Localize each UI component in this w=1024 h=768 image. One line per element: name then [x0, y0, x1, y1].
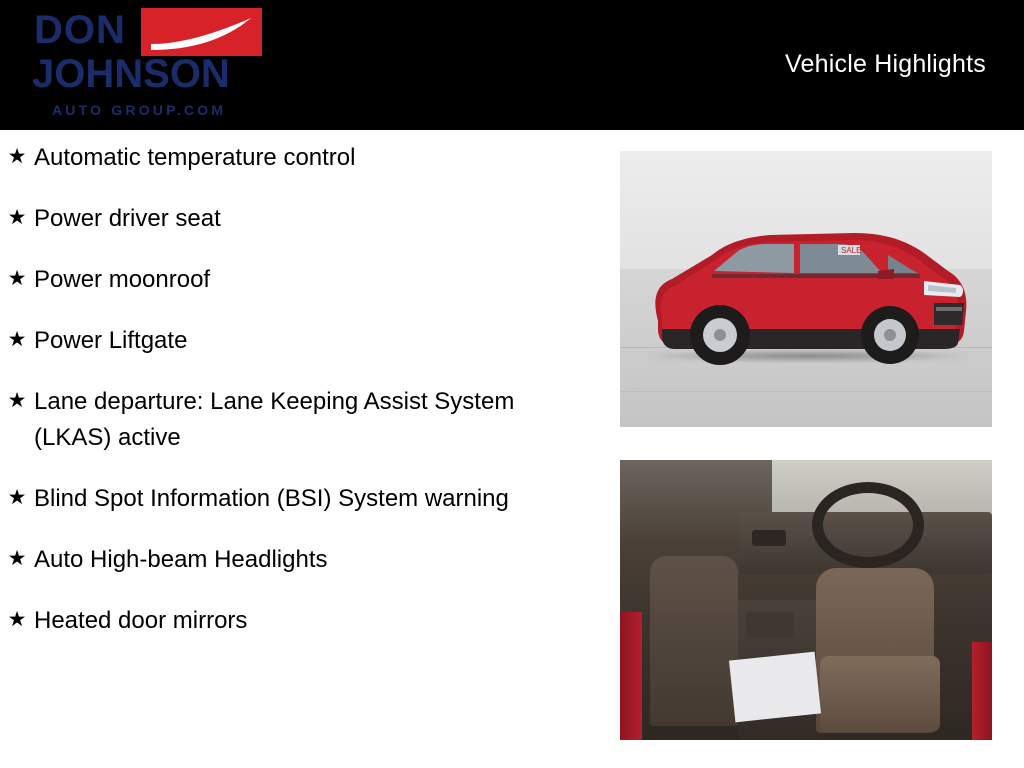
driver-seat: [650, 556, 738, 726]
list-item: [0, 323, 600, 359]
page-title: Vehicle Highlights: [785, 50, 986, 78]
star-icon: ★: [7, 267, 27, 290]
vehicle-highlights-list: [0, 140, 600, 664]
list-item: [0, 542, 600, 578]
svg-text:SALE: SALE: [841, 246, 862, 255]
star-icon: ★: [7, 608, 27, 631]
list-item-label: Auto High-beam Headlights: [34, 546, 328, 573]
star-icon: ★: [7, 486, 27, 509]
floor-paper: [729, 652, 821, 723]
logo-swoosh-icon: [147, 14, 255, 52]
logo-text-don: DON: [34, 8, 126, 52]
list-item: [0, 481, 600, 517]
logo-text-johnson: JOHNSON: [32, 52, 230, 96]
console-controls: [746, 612, 794, 638]
list-item-label: Power driver seat: [34, 205, 221, 232]
star-icon: ★: [7, 328, 27, 351]
list-item-label: Heated door mirrors: [34, 607, 248, 634]
passenger-seat-cushion: [820, 656, 940, 732]
star-icon: ★: [7, 547, 27, 570]
list-item-label: Automatic temperature control: [34, 144, 356, 171]
door-panel-right: [972, 642, 992, 740]
list-item: [0, 140, 600, 176]
header-bar: [0, 0, 1024, 130]
list-item-label: Power moonroof: [34, 266, 211, 293]
list-item-label: Lane departure: Lane Keeping Assist System (LKAS) active: [34, 388, 515, 451]
steering-wheel: [812, 482, 924, 568]
vehicle-exterior-photo[interactable]: [620, 151, 992, 427]
star-icon: ★: [7, 206, 27, 229]
air-vent: [752, 530, 786, 546]
list-item: [0, 201, 600, 237]
list-item-label: Power Liftgate: [34, 327, 188, 354]
dealer-logo[interactable]: [14, 6, 262, 126]
door-panel-left: [620, 612, 642, 740]
floor-seam: [620, 391, 992, 392]
list-item: [0, 384, 600, 456]
star-icon: ★: [7, 389, 27, 412]
vehicle-interior-photo[interactable]: [620, 460, 992, 740]
list-item: [0, 262, 600, 298]
suv-illustration: [642, 199, 972, 369]
star-icon: ★: [7, 145, 27, 168]
list-item-label: Blind Spot Information (BSI) System warning: [34, 485, 509, 512]
list-item: [0, 603, 600, 639]
logo-tagline: AUTO GROUP.COM: [52, 102, 227, 118]
